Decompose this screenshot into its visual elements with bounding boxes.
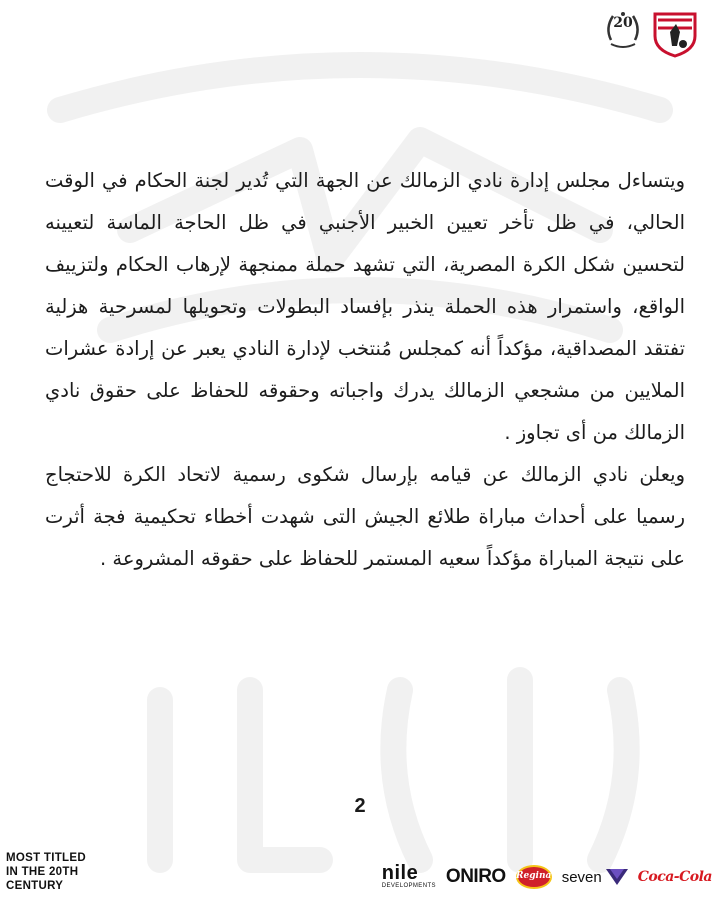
regina-logo (516, 863, 552, 891)
oniro-logo: ONIRO (445, 866, 506, 887)
nile-developments-logo (382, 864, 436, 890)
tagline-line-2: IN THE 20TH (6, 866, 79, 878)
anniversary-number: 20 (613, 15, 633, 31)
nile-logo-text: nile (381, 862, 419, 884)
statement-body (45, 160, 685, 580)
page-number: 2 (354, 795, 366, 817)
paragraph-2: ويعلن نادي الزمالك عن قيامه بإرسال شكوى رسمية لاتحاد الكرة للاحتجاج رسميا على أحداث مباراة طلائع الجيش التى شهدت أخطاء تحكيمية فجة أثرت على نتيجة المباراة مؤكداً سعيه المستمر للحفاظ على حقوقه المشروعة . (45, 463, 685, 570)
coca-cola-logo: Coca-Cola (637, 869, 712, 885)
seven-logo (562, 869, 628, 886)
paragraph-1: ويتساءل مجلس إدارة نادي الزمالك عن الجهة التي تُدير لجنة الحكام في الوقت الحالي، في ظل تأخر تعيين الخبير الأجنبي في ظل الحاجة الماسة لتعيينه لتحسين شكل الكرة المصرية، التي تشهد حملة ممنجهة لإرهاب الحكام ولتزييف الواقع، واستمرار هذه الحملة ينذر بإفساد البطولات وتحويلها لمسرحية هزلية تفتقد المصداقية، مؤكداً أنه كمجلس مُنتخب لإدارة النادي يعبر عن إرادة عشرات الملايين من مشجعي الزمالك يدرك واجباته وحقوقه للحفاظ على حقوق نادي الزمالك من أى تجاوز . (45, 169, 685, 444)
zamalek-crest-icon (650, 10, 700, 58)
sponsor-bar (382, 860, 712, 894)
tagline-line-3: CENTURY (6, 880, 64, 892)
nile-logo-subtext: DEVELOPMENTS (381, 883, 436, 889)
tagline (6, 851, 136, 893)
regina-logo-text: Regina (516, 871, 552, 881)
seven-logo-text: seven (561, 868, 602, 886)
seven-triangle-icon (606, 869, 628, 885)
tagline-line-1: MOST TITLED (6, 852, 86, 864)
